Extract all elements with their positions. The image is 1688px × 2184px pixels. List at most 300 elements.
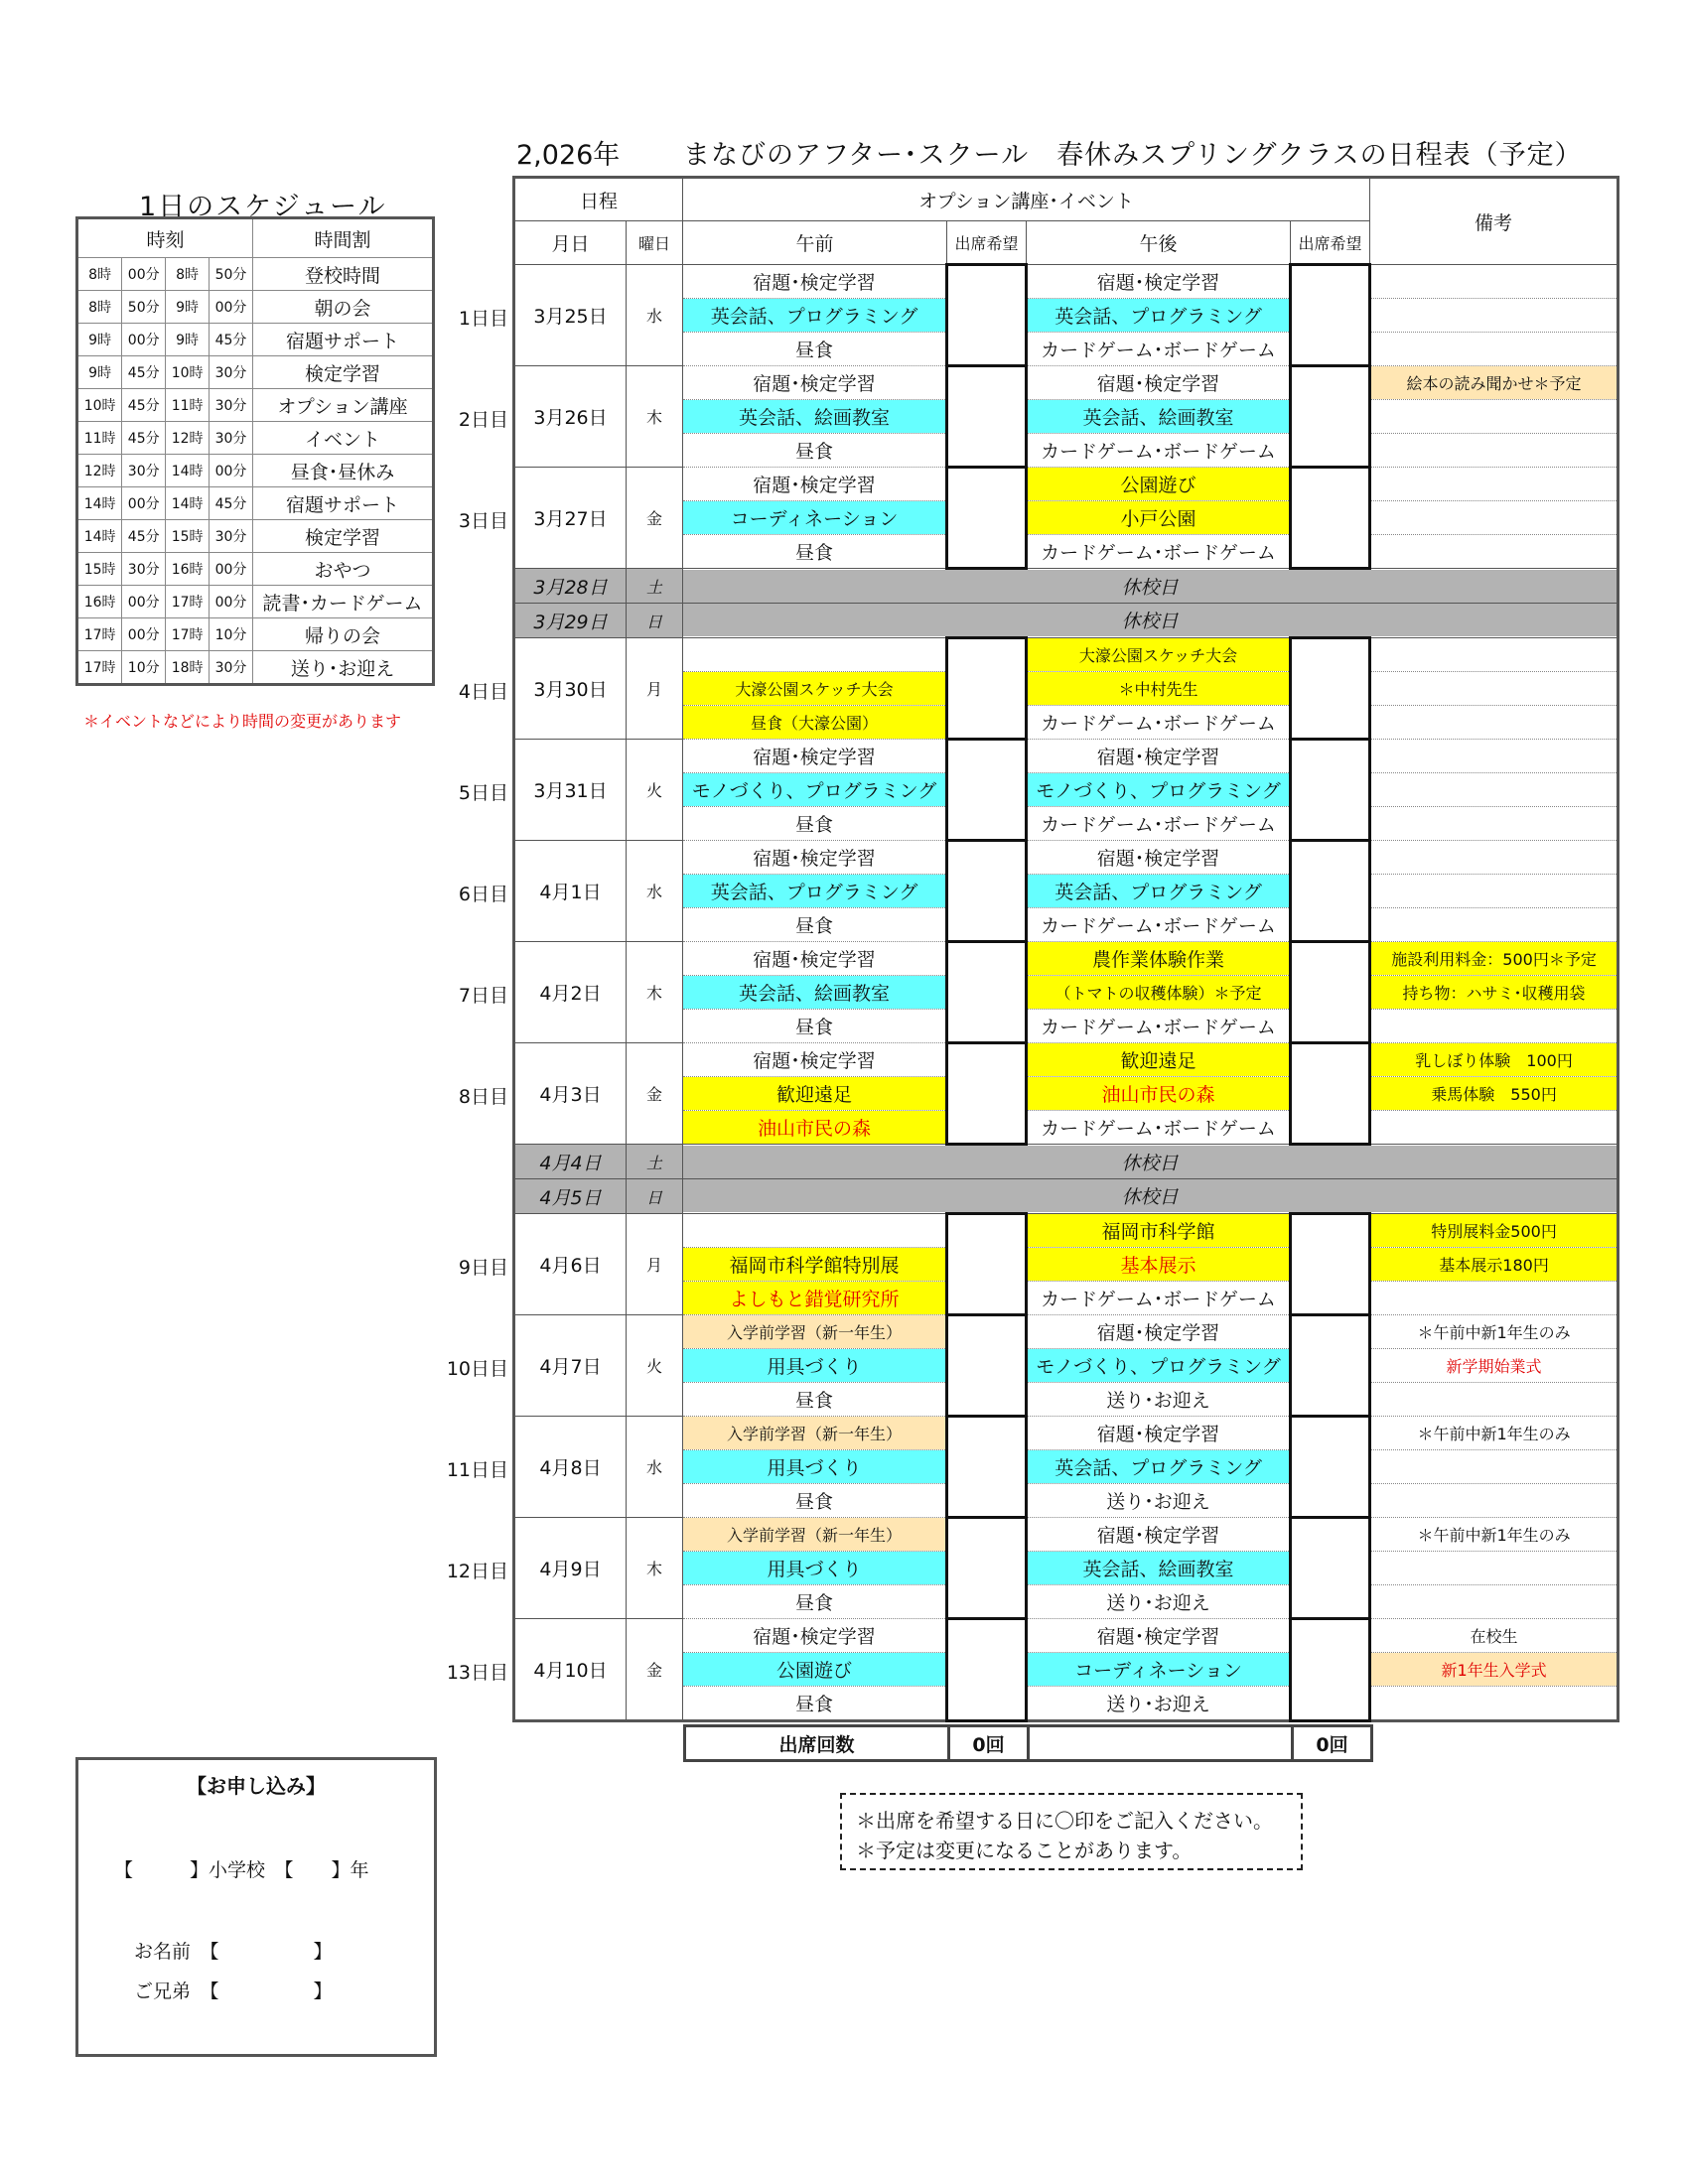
daily-end-minute: 45分 xyxy=(210,324,253,356)
daily-item: オプション講座 xyxy=(253,389,434,422)
daily-end-hour: 16時 xyxy=(166,553,210,586)
day-row xyxy=(514,1518,1618,1552)
pm-activity: カードゲーム･ボードゲーム xyxy=(1027,1111,1291,1145)
holiday-label: 休校日 xyxy=(683,604,1618,638)
daily-end-minute: 45分 xyxy=(210,487,253,520)
daily-start-minute: 00分 xyxy=(122,487,166,520)
daily-end-hour: 14時 xyxy=(166,455,210,487)
attendance-am-box[interactable] xyxy=(947,1518,1027,1619)
day-row xyxy=(514,265,1618,299)
daily-col-time: 時刻 xyxy=(77,218,253,258)
day-date: 4月1日 xyxy=(514,841,627,942)
day-row xyxy=(514,1417,1618,1450)
attendance-count-pm: 0回 xyxy=(1293,1726,1372,1761)
attendance-pm-box[interactable] xyxy=(1291,1043,1370,1145)
sibling-field[interactable]: ご兄弟 【 】 xyxy=(134,1980,333,2002)
day-date: 4月9日 xyxy=(514,1518,627,1619)
daily-end-minute: 00分 xyxy=(210,291,253,324)
pm-activity: 英会話、プログラミング xyxy=(1027,875,1291,908)
daily-end-minute: 30分 xyxy=(210,651,253,685)
daily-start-minute: 30分 xyxy=(122,553,166,586)
attendance-am-box[interactable] xyxy=(947,1043,1027,1145)
pm-activity: 大濠公園スケッチ大会 xyxy=(1027,638,1291,672)
day-dow: 火 xyxy=(627,1315,683,1417)
remark xyxy=(1370,1484,1618,1518)
daily-item: 検定学習 xyxy=(253,356,434,389)
daily-start-hour: 9時 xyxy=(77,356,122,389)
day-row xyxy=(514,638,1618,672)
remark: 乳しぼり体験 100円 xyxy=(1370,1043,1618,1077)
day-row xyxy=(514,1214,1618,1248)
daily-start-hour: 15時 xyxy=(77,553,122,586)
daily-start-minute: 45分 xyxy=(122,422,166,455)
am-activity: 福岡市科学館特別展 xyxy=(683,1248,947,1282)
remark xyxy=(1370,1450,1618,1484)
daily-item: イベント xyxy=(253,422,434,455)
attendance-pm-box[interactable] xyxy=(1291,265,1370,366)
day-number-label: 3日目 xyxy=(458,509,508,532)
remark xyxy=(1370,740,1618,773)
pm-activity: 送り･お迎え xyxy=(1027,1687,1291,1721)
am-activity: 油山市民の森 xyxy=(683,1111,947,1145)
remark xyxy=(1370,1383,1618,1417)
attendance-pm-box[interactable] xyxy=(1291,740,1370,841)
am-activity: 英会話、絵画教室 xyxy=(683,400,947,434)
pm-activity: カードゲーム･ボードゲーム xyxy=(1027,706,1291,740)
day-number-label: 1日目 xyxy=(458,307,508,330)
am-activity: 昼食 xyxy=(683,1484,947,1518)
day-dow: 水 xyxy=(627,1417,683,1518)
pm-activity: ＊中村先生 xyxy=(1027,672,1291,706)
am-activity: 入学前学習（新一年生） xyxy=(683,1417,947,1450)
day-row xyxy=(514,942,1618,976)
day-date: 4月10日 xyxy=(514,1619,627,1721)
remark: 新学期始業式 xyxy=(1370,1349,1618,1383)
daily-row xyxy=(77,520,434,553)
attendance-am-box[interactable] xyxy=(947,366,1027,468)
attendance-am-box[interactable] xyxy=(947,841,1027,942)
remark: 乗馬体験 550円 xyxy=(1370,1077,1618,1111)
day-dow: 金 xyxy=(627,1043,683,1145)
day-date: 4月2日 xyxy=(514,942,627,1043)
remark xyxy=(1370,501,1618,535)
day-row xyxy=(514,1619,1618,1653)
day-date: 3月26日 xyxy=(514,366,627,468)
daily-end-hour: 18時 xyxy=(166,651,210,685)
daily-end-minute: 30分 xyxy=(210,389,253,422)
attendance-pm-box[interactable] xyxy=(1291,1518,1370,1619)
daily-end-hour: 17時 xyxy=(166,586,210,618)
pm-activity: 歓迎遠足 xyxy=(1027,1043,1291,1077)
remark xyxy=(1370,706,1618,740)
day-number-label: 7日目 xyxy=(458,984,508,1007)
pm-activity: 送り･お迎え xyxy=(1027,1383,1291,1417)
daily-start-minute: 00分 xyxy=(122,258,166,291)
day-row xyxy=(514,740,1618,773)
note-2: ＊予定は変更になることがあります。 xyxy=(856,1839,1193,1862)
year: 2,026年 xyxy=(516,140,621,171)
day-date: 4月3日 xyxy=(514,1043,627,1145)
day-date: 4月7日 xyxy=(514,1315,627,1417)
day-dow: 金 xyxy=(627,1619,683,1721)
pm-activity: モノづくり、プログラミング xyxy=(1027,1349,1291,1383)
attendance-am-box[interactable] xyxy=(947,942,1027,1043)
am-activity: モノづくり、プログラミング xyxy=(683,773,947,807)
remark xyxy=(1370,773,1618,807)
pm-activity: 油山市民の森 xyxy=(1027,1077,1291,1111)
am-activity: 昼食 xyxy=(683,908,947,942)
day-row xyxy=(514,1315,1618,1349)
remark xyxy=(1370,535,1618,569)
daily-end-minute: 30分 xyxy=(210,422,253,455)
pm-activity: （トマトの収穫体験）＊予定 xyxy=(1027,976,1291,1010)
remark: 特別展料金500円 xyxy=(1370,1214,1618,1248)
holiday-label: 休校日 xyxy=(683,1145,1618,1179)
remark: 絵本の読み聞かせ＊予定 xyxy=(1370,366,1618,400)
daily-start-minute: 00分 xyxy=(122,324,166,356)
pm-activity: 英会話、絵画教室 xyxy=(1027,400,1291,434)
remark: ＊午前中新1年生のみ xyxy=(1370,1417,1618,1450)
holiday-row xyxy=(514,604,1618,638)
header-attendance-pm: 出席希望 xyxy=(1291,221,1370,265)
daily-item: 登校時間 xyxy=(253,258,434,291)
day-number-label: 12日目 xyxy=(446,1560,508,1582)
remark: 施設利用料金：500円＊予定 xyxy=(1370,942,1618,976)
day-number-label: 6日目 xyxy=(458,883,508,905)
am-activity: 公園遊び xyxy=(683,1653,947,1687)
remark xyxy=(1370,400,1618,434)
pm-activity: 英会話、絵画教室 xyxy=(1027,1552,1291,1585)
daily-row xyxy=(77,291,434,324)
am-activity: 英会話、プログラミング xyxy=(683,299,947,333)
am-activity: 宿題･検定学習 xyxy=(683,740,947,773)
am-activity: 用具づくり xyxy=(683,1349,947,1383)
am-activity: 英会話、絵画教室 xyxy=(683,976,947,1010)
attendance-pm-box[interactable] xyxy=(1291,638,1370,740)
daily-end-hour: 17時 xyxy=(166,618,210,651)
pm-activity: カードゲーム･ボードゲーム xyxy=(1027,1010,1291,1043)
day-dow: 木 xyxy=(627,1518,683,1619)
holiday-date: 4月4日 xyxy=(514,1145,627,1179)
daily-start-hour: 16時 xyxy=(77,586,122,618)
daily-end-minute: 00分 xyxy=(210,455,253,487)
daily-item: 朝の会 xyxy=(253,291,434,324)
holiday-label: 休校日 xyxy=(683,569,1618,604)
daily-start-hour: 9時 xyxy=(77,324,122,356)
attendance-am-box[interactable] xyxy=(947,1214,1027,1315)
am-activity: 昼食 xyxy=(683,1585,947,1619)
day-date: 4月8日 xyxy=(514,1417,627,1518)
attendance-pm-box[interactable] xyxy=(1291,366,1370,468)
attendance-am-box[interactable] xyxy=(947,1619,1027,1721)
daily-start-minute: 30分 xyxy=(122,455,166,487)
daily-end-hour: 8時 xyxy=(166,258,210,291)
daily-end-hour: 15時 xyxy=(166,520,210,553)
remark xyxy=(1370,672,1618,706)
pm-activity: カードゲーム･ボードゲーム xyxy=(1027,908,1291,942)
attendance-pm-box[interactable] xyxy=(1291,1214,1370,1315)
attendance-am-box[interactable] xyxy=(947,468,1027,569)
remark xyxy=(1370,875,1618,908)
pm-activity: 宿題･検定学習 xyxy=(1027,1518,1291,1552)
header-attendance-am: 出席希望 xyxy=(947,221,1027,265)
daily-schedule-table xyxy=(75,216,435,686)
day-date: 3月31日 xyxy=(514,740,627,841)
daily-start-hour: 17時 xyxy=(77,618,122,651)
daily-end-hour: 14時 xyxy=(166,487,210,520)
am-activity: 昼食 xyxy=(683,1010,947,1043)
attendance-pm-box[interactable] xyxy=(1291,1315,1370,1417)
holiday-date: 4月5日 xyxy=(514,1179,627,1214)
daily-end-minute: 00分 xyxy=(210,553,253,586)
am-activity: 宿題･検定学習 xyxy=(683,1043,947,1077)
pm-activity: カードゲーム･ボードゲーム xyxy=(1027,535,1291,569)
daily-row xyxy=(77,258,434,291)
am-activity: 用具づくり xyxy=(683,1450,947,1484)
daily-item: 昼食･昼休み xyxy=(253,455,434,487)
day-number-label: 4日目 xyxy=(458,680,508,703)
remark: 基本展示180円 xyxy=(1370,1248,1618,1282)
schedule-table xyxy=(512,176,1619,1722)
daily-row xyxy=(77,651,434,685)
daily-start-minute: 00分 xyxy=(122,618,166,651)
day-row xyxy=(514,366,1618,400)
am-activity: 宿題･検定学習 xyxy=(683,265,947,299)
daily-end-minute: 00分 xyxy=(210,586,253,618)
pm-activity: 宿題･検定学習 xyxy=(1027,1417,1291,1450)
pm-activity: 公園遊び xyxy=(1027,468,1291,501)
pm-activity: 宿題･検定学習 xyxy=(1027,1315,1291,1349)
attendance-am-box[interactable] xyxy=(947,740,1027,841)
daily-start-hour: 11時 xyxy=(77,422,122,455)
pm-activity: カードゲーム･ボードゲーム xyxy=(1027,807,1291,841)
remark xyxy=(1370,1687,1618,1721)
remark: ＊午前中新1年生のみ xyxy=(1370,1518,1618,1552)
note-1: ＊出席を希望する日に〇印をご記入ください。 xyxy=(856,1809,1273,1833)
am-activity xyxy=(683,638,947,672)
attendance-count-am: 0回 xyxy=(949,1726,1029,1761)
pm-activity: カードゲーム･ボードゲーム xyxy=(1027,1282,1291,1315)
remark: 在校生 xyxy=(1370,1619,1618,1653)
daily-item: 送り･お迎え xyxy=(253,651,434,685)
name-field[interactable]: お名前 【 】 xyxy=(134,1941,333,1963)
header-date: 月日 xyxy=(514,221,627,265)
pm-activity: カードゲーム･ボードゲーム xyxy=(1027,333,1291,366)
school-grade-field[interactable]: 【 】小学校 【 】年 xyxy=(114,1859,369,1881)
header-pm: 午後 xyxy=(1027,221,1291,265)
daily-start-hour: 8時 xyxy=(77,258,122,291)
attendance-count-row xyxy=(683,1724,1373,1762)
day-dow: 木 xyxy=(627,942,683,1043)
daily-end-hour: 9時 xyxy=(166,291,210,324)
daily-start-hour: 14時 xyxy=(77,487,122,520)
daily-item: 帰りの会 xyxy=(253,618,434,651)
holiday-row xyxy=(514,1179,1618,1214)
day-row xyxy=(514,468,1618,501)
day-date: 3月25日 xyxy=(514,265,627,366)
pm-activity: 送り･お迎え xyxy=(1027,1484,1291,1518)
daily-start-minute: 45分 xyxy=(122,389,166,422)
daily-row xyxy=(77,618,434,651)
daily-start-minute: 00分 xyxy=(122,586,166,618)
daily-end-hour: 12時 xyxy=(166,422,210,455)
notes-box xyxy=(840,1793,1303,1870)
remark xyxy=(1370,299,1618,333)
am-activity: 入学前学習（新一年生） xyxy=(683,1518,947,1552)
attendance-pm-box[interactable] xyxy=(1291,1417,1370,1518)
holiday-row xyxy=(514,1145,1618,1179)
application-title: 【お申し込み】 xyxy=(187,1774,326,1798)
remark xyxy=(1370,841,1618,875)
day-number-label: 2日目 xyxy=(458,408,508,431)
holiday-date: 3月28日 xyxy=(514,569,627,604)
am-activity: 宿題･検定学習 xyxy=(683,942,947,976)
pm-activity: カードゲーム･ボードゲーム xyxy=(1027,434,1291,468)
daily-end-minute: 10分 xyxy=(210,618,253,651)
holiday-date: 3月29日 xyxy=(514,604,627,638)
attendance-am-box[interactable] xyxy=(947,1417,1027,1518)
am-activity: よしもと錯覚研究所 xyxy=(683,1282,947,1315)
daily-item: おやつ xyxy=(253,553,434,586)
daily-end-minute: 30分 xyxy=(210,356,253,389)
am-activity: 昼食 xyxy=(683,535,947,569)
header-dow: 曜日 xyxy=(627,221,683,265)
day-dow: 金 xyxy=(627,468,683,569)
daily-row xyxy=(77,455,434,487)
daily-item: 読書･カードゲーム xyxy=(253,586,434,618)
am-activity: 宿題･検定学習 xyxy=(683,468,947,501)
daily-start-hour: 17時 xyxy=(77,651,122,685)
day-row xyxy=(514,841,1618,875)
daily-start-hour: 14時 xyxy=(77,520,122,553)
daily-row xyxy=(77,389,434,422)
page-title: まなびのアフター･スクール 春休みスプリングクラスの日程表（予定） xyxy=(683,140,1583,171)
am-activity xyxy=(683,1214,947,1248)
attendance-am-box[interactable] xyxy=(947,638,1027,740)
attendance-pm-box[interactable] xyxy=(1291,468,1370,569)
header-am: 午前 xyxy=(683,221,947,265)
day-number-label: 8日目 xyxy=(458,1085,508,1108)
daily-start-hour: 10時 xyxy=(77,389,122,422)
attendance-pm-box[interactable] xyxy=(1291,1619,1370,1721)
remark xyxy=(1370,1552,1618,1585)
header-remarks: 備考 xyxy=(1370,178,1618,265)
day-dow: 水 xyxy=(627,841,683,942)
daily-item: 宿題サポート xyxy=(253,487,434,520)
day-date: 3月27日 xyxy=(514,468,627,569)
day-number-label: 13日目 xyxy=(446,1662,508,1684)
remark xyxy=(1370,1111,1618,1145)
day-number-label: 10日目 xyxy=(446,1357,508,1380)
pm-activity: コーディネーション xyxy=(1027,1653,1291,1687)
daily-end-minute: 50分 xyxy=(210,258,253,291)
day-dow: 水 xyxy=(627,265,683,366)
am-activity: 英会話、プログラミング xyxy=(683,875,947,908)
pm-activity: 福岡市科学館 xyxy=(1027,1214,1291,1248)
day-number-label: 11日目 xyxy=(446,1458,508,1481)
remark: 新1年生入学式 xyxy=(1370,1653,1618,1687)
pm-activity: 送り･お迎え xyxy=(1027,1585,1291,1619)
remark xyxy=(1370,638,1618,672)
attendance-am-box[interactable] xyxy=(947,265,1027,366)
daily-end-hour: 11時 xyxy=(166,389,210,422)
am-activity: 昼食 xyxy=(683,1383,947,1417)
remark xyxy=(1370,333,1618,366)
attendance-pm-box[interactable] xyxy=(1291,841,1370,942)
header-option: オプション講座･イベント xyxy=(683,178,1370,221)
am-activity: 歓迎遠足 xyxy=(683,1077,947,1111)
pm-activity: 英会話、プログラミング xyxy=(1027,299,1291,333)
header-schedule: 日程 xyxy=(514,178,683,221)
daily-start-minute: 45分 xyxy=(122,520,166,553)
day-date: 4月6日 xyxy=(514,1214,627,1315)
pm-activity: 宿題･検定学習 xyxy=(1027,1619,1291,1653)
holiday-dow: 日 xyxy=(627,1179,683,1214)
daily-row xyxy=(77,553,434,586)
am-activity: 入学前学習（新一年生） xyxy=(683,1315,947,1349)
daily-row xyxy=(77,422,434,455)
remark: 持ち物：ハサミ･収穫用袋 xyxy=(1370,976,1618,1010)
day-dow: 火 xyxy=(627,740,683,841)
pm-activity: 宿題･検定学習 xyxy=(1027,366,1291,400)
am-activity: 大濠公園スケッチ大会 xyxy=(683,672,947,706)
daily-start-minute: 10分 xyxy=(122,651,166,685)
application-box xyxy=(75,1757,437,2057)
remark xyxy=(1370,1282,1618,1315)
remark xyxy=(1370,434,1618,468)
am-activity: 宿題･検定学習 xyxy=(683,366,947,400)
daily-note: ＊イベントなどにより時間の変更があります xyxy=(83,712,402,731)
remark xyxy=(1370,1010,1618,1043)
pm-activity: 宿題･検定学習 xyxy=(1027,265,1291,299)
pm-activity: 小戸公園 xyxy=(1027,501,1291,535)
daily-end-hour: 10時 xyxy=(166,356,210,389)
am-activity: 宿題･検定学習 xyxy=(683,1619,947,1653)
am-activity: 昼食（大濠公園） xyxy=(683,706,947,740)
remark xyxy=(1370,807,1618,841)
am-activity: 昼食 xyxy=(683,333,947,366)
holiday-row xyxy=(514,569,1618,604)
pm-activity: 基本展示 xyxy=(1027,1248,1291,1282)
remark xyxy=(1370,468,1618,501)
pm-activity: モノづくり、プログラミング xyxy=(1027,773,1291,807)
daily-start-hour: 12時 xyxy=(77,455,122,487)
day-number-label: 9日目 xyxy=(458,1256,508,1279)
attendance-pm-box[interactable] xyxy=(1291,942,1370,1043)
am-activity: 昼食 xyxy=(683,807,947,841)
daily-start-hour: 8時 xyxy=(77,291,122,324)
daily-end-hour: 9時 xyxy=(166,324,210,356)
attendance-count-label: 出席回数 xyxy=(685,1726,949,1761)
am-activity: 用具づくり xyxy=(683,1552,947,1585)
daily-end-minute: 30分 xyxy=(210,520,253,553)
day-date: 3月30日 xyxy=(514,638,627,740)
holiday-label: 休校日 xyxy=(683,1179,1618,1214)
day-dow: 月 xyxy=(627,1214,683,1315)
daily-row xyxy=(77,324,434,356)
daily-item: 検定学習 xyxy=(253,520,434,553)
daily-col-item: 時間割 xyxy=(253,218,434,258)
am-activity: コーディネーション xyxy=(683,501,947,535)
remark xyxy=(1370,265,1618,299)
day-dow: 月 xyxy=(627,638,683,740)
daily-row xyxy=(77,487,434,520)
remark xyxy=(1370,1585,1618,1619)
attendance-count-spacer xyxy=(1029,1726,1293,1761)
attendance-am-box[interactable] xyxy=(947,1315,1027,1417)
day-row xyxy=(514,1043,1618,1077)
pm-activity: 宿題･検定学習 xyxy=(1027,740,1291,773)
